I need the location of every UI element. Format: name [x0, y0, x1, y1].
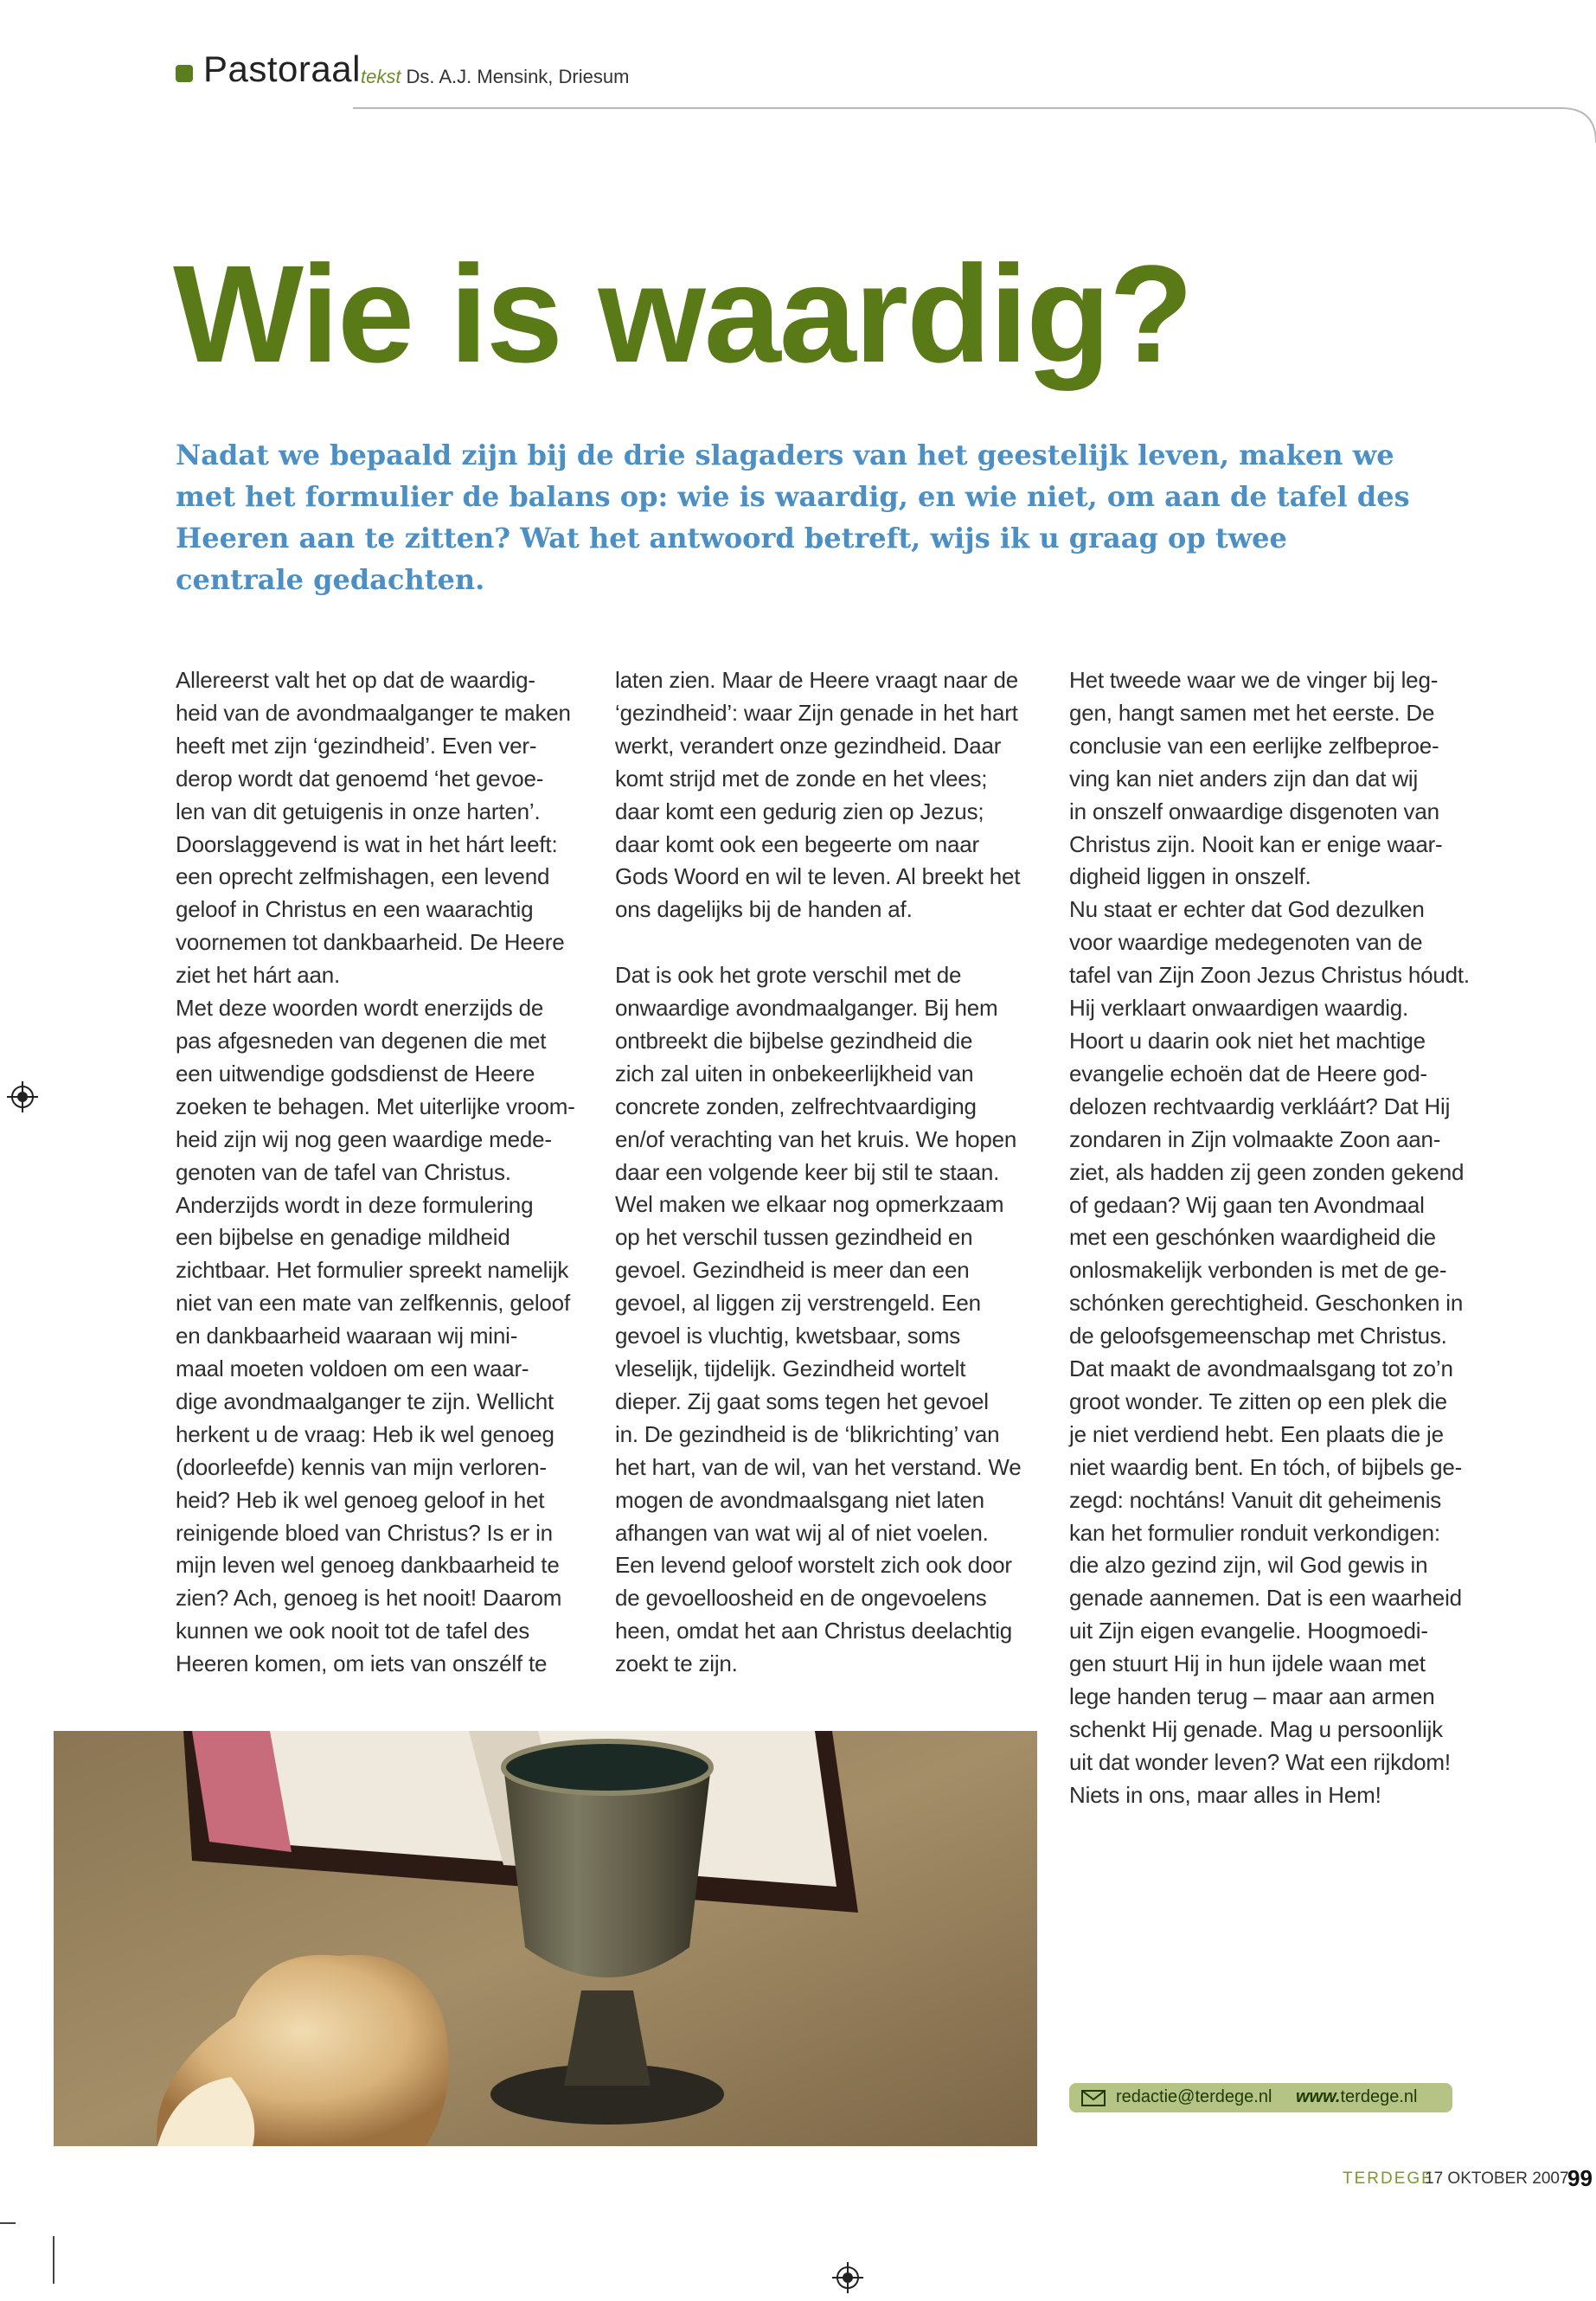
column-3-line: voor waardige medegenoten van de — [1069, 929, 1423, 956]
column-3-line: met een geschónken waardigheid die — [1069, 1224, 1436, 1251]
column-2b-line: ontbreekt die bijbelse gezindheid die — [615, 1027, 973, 1054]
column-3-line: zondaren in Zijn volmaakte Zoon aan- — [1069, 1125, 1441, 1152]
section-name: Pastoraal — [203, 48, 361, 89]
column-2a-line: daar komt ook een begeerte om naar — [615, 830, 980, 857]
column-3-line: lege handen terug – maar aan armen — [1069, 1683, 1435, 1710]
contact-bar — [1069, 2083, 1452, 2112]
column-3-line: groot wonder. Te zitten op een plek die — [1069, 1388, 1447, 1414]
column-1-line: zien? Ach, genoeg is het nooit! Daarom — [176, 1585, 562, 1612]
column-1-line: genoten van de tafel van Christus. — [176, 1158, 511, 1185]
column-2b-line: zoekt te zijn. — [615, 1650, 738, 1677]
column-3-line: digheid liggen in onszelf. — [1069, 863, 1311, 890]
byline-label: tekst — [361, 66, 401, 87]
column-3-line: genade aannemen. Dat is een waarheid — [1069, 1585, 1462, 1612]
column-1-line: Heeren komen, om iets van onszélf te — [176, 1650, 548, 1677]
column-1-line: mijn leven wel genoeg dankbaarheid te — [176, 1552, 560, 1579]
column-3-line: Niets in ons, maar alles in Hem! — [1069, 1781, 1381, 1808]
column-3-line: in onszelf onwaardige disgenoten van — [1069, 798, 1439, 824]
column-1-line: en dankbaarheid waaraan wij mini- — [176, 1323, 518, 1349]
article-intro: Nadat we bepaald zijn bij de drie slagaders van het geestelijk leven, maken we met het formulier de balans op: wie is waardig, en wie niet, om aan de tafel des Heeren aan te zitten? Wat het antwoord betreft, wijs ik u graag op twee centrale gedachten. — [176, 439, 1410, 596]
column-1-line: Allereerst valt het op dat de waardig- — [176, 667, 535, 693]
column-1-line: niet van een mate van zelfkennis, geloof — [176, 1290, 570, 1317]
column-3-line: uit Zijn eigen evangelie. Hoogmoedi- — [1069, 1618, 1428, 1644]
column-3-line: Hij verklaart onwaardigen waardig. — [1069, 995, 1409, 1022]
column-2a-line: laten zien. Maar de Heere vraagt naar de — [615, 667, 1019, 693]
column-3-line: die alzo gezind zijn, wil God gewis in — [1069, 1552, 1428, 1579]
column-2b-line: vleselijk, tijdelijk. Gezindheid wortelt — [615, 1356, 966, 1382]
column-3-line: zegd: nochtáns! Vanuit dit geheimenis — [1069, 1486, 1442, 1513]
page-number: 99 — [1567, 2165, 1593, 2191]
column-2b-line: onwaardige avondmaalganger. Bij hem — [615, 995, 998, 1022]
column-1-line: Met deze woorden wordt enerzijds de — [176, 995, 544, 1022]
column-1-line: kunnen we ook nooit tot de tafel des — [176, 1618, 530, 1644]
column-1-line: een bijbelse en genadige mildheid — [176, 1224, 510, 1251]
column-3-line: Dat maakt de avondmaalsgang tot zo’n — [1069, 1356, 1453, 1382]
column-3-line: de geloofsgemeenschap met Christus. — [1069, 1323, 1447, 1349]
column-3-line: schenkt Hij genade. Mag u persoonlijk — [1069, 1716, 1443, 1742]
column-1-line: een uitwendige godsdienst de Heere — [176, 1060, 535, 1086]
column-2a-line: ons dagelijks bij de handen af. — [615, 896, 913, 923]
section-bullet — [176, 65, 193, 82]
column-1-line: Anderzijds wordt in deze formulering — [176, 1191, 534, 1218]
column-1-line: een oprecht zelfmishagen, een levend — [176, 863, 550, 890]
column-3-line: gen, hangt samen met het eerste. De — [1069, 699, 1435, 726]
column-3-line: onlosmakelijk verbonden is met de ge- — [1069, 1257, 1447, 1284]
column-3-line: je niet verdiend hebt. Een plaats die je — [1069, 1420, 1444, 1447]
column-2b-line: Dat is ook het grote verschil met de — [615, 962, 962, 989]
column-3-line: ving kan niet anders zijn dan dat wij — [1069, 765, 1419, 792]
column-3-line: delozen rechtvaardig verkláárt? Dat Hij — [1069, 1093, 1451, 1119]
column-2b-line: afhangen van wat wij al of niet voelen. — [615, 1519, 989, 1546]
column-1-line: maal moeten voldoen om een waar- — [176, 1356, 529, 1382]
column-2b-line: het hart, van de wil, van het verstand. We — [615, 1453, 1022, 1480]
column-2b-line: heen, omdat het aan Christus deelachtig — [615, 1618, 1013, 1644]
column-2b-line: zich zal uiten in onbekeerlijkheid van — [615, 1060, 974, 1086]
column-3-line: niet waardig bent. En tóch, of bijbels ge- — [1069, 1453, 1463, 1480]
column-1-line: derop wordt dat genoemd ‘het gevoe- — [176, 765, 544, 792]
body-column-2 — [615, 664, 1048, 1681]
column-3-line: gen stuurt Hij in hun ijdele waan met — [1069, 1650, 1426, 1677]
column-3-line: kan het formulier ronduit verkondigen: — [1069, 1519, 1440, 1546]
column-2a-line: Gods Woord en wil te leven. Al breekt het — [615, 863, 1021, 890]
column-3-line: uit dat wonder leven? Wat een rijkdom! — [1069, 1748, 1451, 1775]
body-column-3 — [1069, 664, 1493, 1812]
communion-illustration — [54, 1731, 1037, 2146]
column-1-line: ziet het hárt aan. — [176, 962, 341, 989]
column-1-line: zichtbaar. Het formulier spreekt namelijk — [176, 1257, 569, 1284]
envelope-icon — [1081, 2090, 1106, 2106]
column-2b-line: Wel maken we elkaar nog opmerkzaam — [615, 1191, 1004, 1218]
column-2-paragraph-2 — [615, 959, 1048, 1681]
column-2a-line: daar komt een gedurig zien op Jezus; — [615, 798, 984, 824]
column-1-line: len van dit getuigenis in onze harten’. — [176, 798, 541, 824]
column-3-line: of gedaan? Wij gaan ten Avondmaal — [1069, 1191, 1425, 1218]
column-2b-line: gevoel, al liggen zij verstrengeld. Een — [615, 1290, 981, 1317]
column-2b-line: daar een volgende keer bij stil te staan. — [615, 1158, 1000, 1185]
column-2b-line: gevoel. Gezindheid is meer dan een — [615, 1257, 970, 1284]
website-prefix: www. — [1296, 2087, 1341, 2106]
column-1-line: zoeken te behagen. Met uiterlijke vroom- — [176, 1093, 575, 1119]
column-1-line: heid? Heb ik wel genoeg geloof in het — [176, 1486, 545, 1513]
column-2b-line: gevoel is vluchtig, kwetsbaar, soms — [615, 1323, 961, 1349]
website-domain: terdege.nl — [1340, 2087, 1418, 2106]
byline — [361, 66, 629, 88]
column-3-line: schónken gerechtigheid. Geschonken in — [1069, 1290, 1464, 1317]
column-1-line: pas afgesneden van degenen die met — [176, 1027, 547, 1054]
body-column-1 — [176, 664, 599, 1681]
column-2b-line: in. De gezindheid is de ‘blikrichting’ van — [615, 1420, 1000, 1447]
column-2b-line: Een levend geloof worstelt zich ook door — [615, 1552, 1012, 1579]
column-2a-line: komt strijd met de zonde en het vlees; — [615, 765, 988, 792]
column-1-text — [176, 664, 599, 1681]
article-title: Wie is waardig? — [173, 236, 1192, 391]
column-1-line: Doorslaggevend is wat in het hárt leeft: — [176, 830, 558, 857]
column-3-line: Nu staat er echter dat God dezulken — [1069, 896, 1425, 923]
column-3-line: tafel van Zijn Zoon Jezus Christus hóudt. — [1069, 962, 1470, 989]
footer-date: 17 OKTOBER 2007 — [1425, 2170, 1569, 2188]
column-1-line: dige avondmaalganger te zijn. Wellicht — [176, 1388, 554, 1414]
column-2b-line: mogen de avondmaalsgang niet laten — [615, 1486, 984, 1513]
column-3-line: Het tweede waar we de vinger bij leg- — [1069, 667, 1439, 693]
column-1-line: reinigende bloed van Christus? Is er in — [176, 1519, 553, 1546]
column-1-line: heid van de avondmaalganger te maken — [176, 699, 571, 726]
column-2a-line: werkt, verandert onze gezindheid. Daar — [615, 732, 1002, 759]
column-2b-line: en/of verachting van het kruis. We hopen — [615, 1125, 1017, 1152]
column-2a-line: ‘gezindheid’: waar Zijn genade in het hart — [615, 699, 1018, 726]
registration-mark-left-icon — [7, 1081, 38, 1112]
registration-mark-bottom-icon — [832, 2262, 863, 2293]
column-1-line: heeft met zijn ‘gezindheid’. Even ver- — [176, 732, 537, 759]
column-3-line: Christus zijn. Nooit kan er enige waar- — [1069, 830, 1443, 857]
contact-website-link[interactable] — [1296, 2087, 1417, 2107]
column-3-line: ziet, als hadden zij geen zonden gekend — [1069, 1158, 1465, 1185]
column-2b-line: dieper. Zij gaat soms tegen het gevoel — [615, 1388, 989, 1414]
column-2b-line: concrete zonden, zelfrechtvaardiging — [615, 1093, 977, 1119]
column-1-line: (doorleefde) kennis van mijn verloren- — [176, 1453, 547, 1480]
contact-email-link[interactable]: redactie@terdege.nl — [1116, 2087, 1272, 2106]
column-2b-line: de gevoelloosheid en de ongevoelens — [615, 1585, 987, 1612]
column-2-paragraph-1 — [615, 664, 1048, 926]
byline-author: Ds. A.J. Mensink, Driesum — [406, 66, 630, 87]
column-3-line: evangelie echoën dat de Heere god- — [1069, 1060, 1427, 1086]
footer-magazine: TERDEGE — [1343, 2170, 1434, 2188]
column-1-line: heid zijn wij nog geen waardige mede- — [176, 1125, 552, 1152]
column-3-line: Hoort u daarin ook niet het machtige — [1069, 1027, 1426, 1054]
column-1-line: herkent u de vraag: Heb ik wel genoeg — [176, 1420, 554, 1447]
column-2b-line: op het verschil tussen gezindheid en — [615, 1224, 973, 1251]
column-3-line: conclusie van een eerlijke zelfbeproe- — [1069, 732, 1439, 759]
column-3-text — [1069, 664, 1493, 1812]
column-1-line: geloof in Christus en een waarachtig — [176, 896, 534, 923]
communion-photo — [54, 1731, 1037, 2146]
column-1-line: voornemen tot dankbaarheid. De Heere — [176, 929, 565, 956]
